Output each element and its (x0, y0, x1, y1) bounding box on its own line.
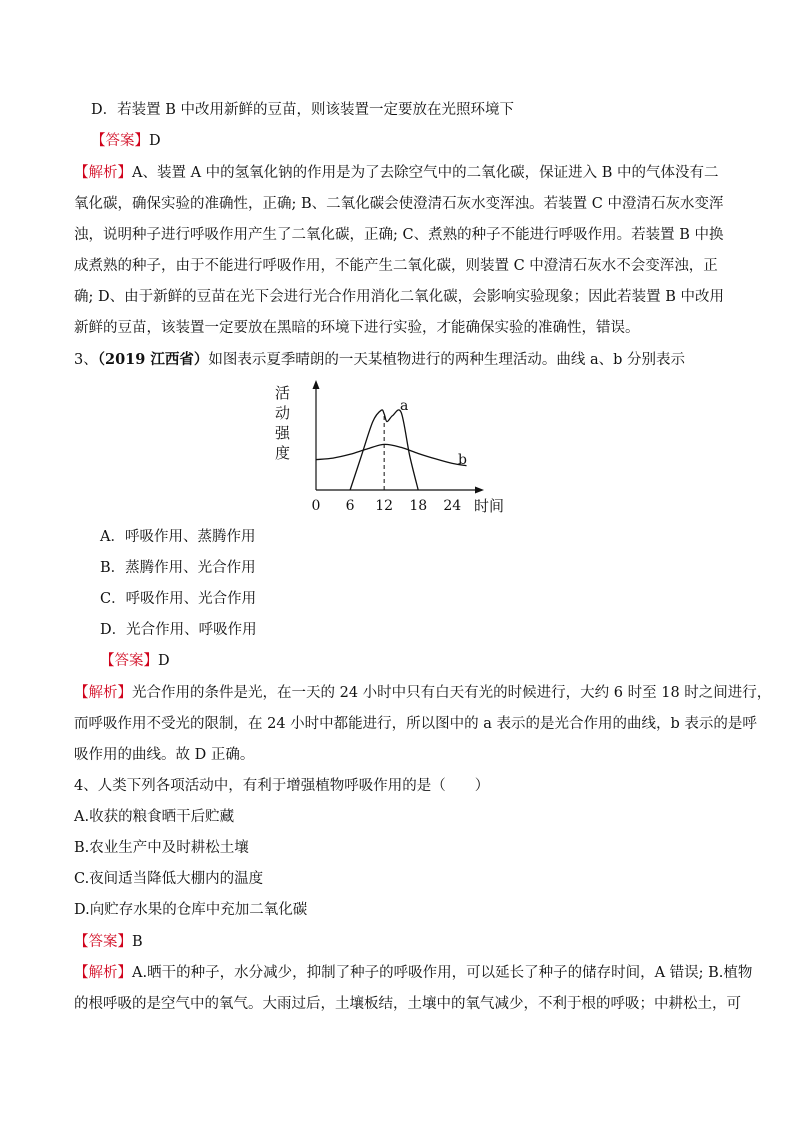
analysis-tag: 【解析】 (74, 165, 132, 181)
y-label-char: 活 (275, 384, 291, 402)
analysis-tag: 【解析】 (74, 685, 132, 701)
q2-analysis-line-4: 成煮熟的种子，由于不能进行呼吸作用，不能产生二氧化碳，则装置 C 中澄清石灰水不会变浑浊，正 (74, 258, 718, 274)
q4-option-b: B.农业生产中及时耕松土壤 (74, 840, 249, 856)
x-tick-label: 0 (311, 498, 321, 514)
q2-analysis-line-5: 确; D、由于新鲜的豆苗在光下会进行光合作用消化二氧化碳，会影响实验现象；因此若装置 B 中改用 (74, 289, 724, 305)
q3-option-a: A．呼吸作用、蒸腾作用 (100, 529, 256, 545)
series-label-a: a (400, 398, 409, 414)
q2-analysis-line-1: 【解析】A、装置 A 中的氢氧化钠的作用是为了去除空气中的二氧化碳，保证进入 B 中的气体没有二 (74, 165, 719, 181)
q4-option-a: A.收获的粮食晒干后贮藏 (74, 809, 235, 825)
answer-tag: 【答案】 (100, 653, 158, 669)
y-axis-arrow (313, 380, 320, 389)
q3-analysis-line-3: 吸作用的曲线。故 D 正确。 (74, 747, 255, 763)
q4-analysis-line-2: 的根呼吸的是空气中的氧气。大雨过后，土壤板结，土壤中的氧气减少，不利于根的呼吸；中耕松土，可 (74, 996, 741, 1012)
y-label-char: 强 (275, 424, 291, 442)
q4-analysis-line-1: 【解析】A.晒干的种子，水分减少，抑制了种子的呼吸作用，可以延长了种子的储存时间，A 错误; B.植物 (74, 965, 753, 981)
q4-option-d: D.向贮存水果的仓库中充加二氧化碳 (74, 902, 308, 918)
analysis-tag: 【解析】 (74, 965, 132, 981)
answer-value: D (149, 133, 161, 149)
series-label-b: b (458, 452, 467, 468)
q2-analysis-line-6: 新鲜的豆苗，该装置一定要放在黑暗的环境下进行实验，才能确保实验的准确性，错误。 (74, 320, 640, 336)
x-tick-label: 18 (409, 498, 428, 514)
curve-b (316, 444, 467, 465)
answer-value: D (158, 653, 170, 669)
q3-number: 3、 (74, 352, 98, 368)
answer-value: B (132, 934, 143, 950)
q2-answer (91, 131, 161, 151)
q4-answer (74, 932, 143, 952)
q2-option-d: D．若装置 B 中改用新鲜的豆苗，则该装置一定要放在光照环境下 (91, 102, 514, 118)
q3-analysis-line-1: 【解析】光合作用的条件是光，在一天的 24 小时中只有白天有光的时候进行，大约 6 时至 18 时之间进行， (74, 685, 772, 701)
q3-option-c: C．呼吸作用、光合作用 (100, 591, 257, 607)
x-tick-label: 24 (443, 498, 462, 514)
answer-tag: 【答案】 (91, 133, 149, 149)
y-label-char: 动 (275, 404, 291, 422)
q3-option-d: D．光合作用、呼吸作用 (100, 622, 257, 638)
x-axis-label: 时间 (474, 497, 505, 515)
x-tick-label: 12 (375, 498, 394, 514)
y-axis-label (275, 384, 291, 462)
activity-chart (270, 378, 520, 523)
q3-stem (74, 350, 685, 370)
y-label-char: 度 (275, 444, 291, 462)
q3-source: （2019 江西省） (97, 351, 209, 368)
q3-analysis-line-2: 而呼吸作用不受光的限制，在 24 小时中都能进行，所以图中的 a 表示的是光合作用的曲线，b 表示的是呼 (74, 716, 757, 732)
q2-analysis-line-2: 氧化碳，确保实验的准确性，正确; B、二氧化碳会使澄清石灰水变浑浊。若装置 C 中澄清石灰水变浑 (74, 196, 724, 212)
q3-option-b: B．蒸腾作用、光合作用 (100, 560, 256, 576)
q4-stem: 4、人类下列各项活动中，有利于增强植物呼吸作用的是（ ） (74, 778, 490, 794)
q3-stem-text: 如图表示夏季晴朗的一天某植物进行的两种生理活动。曲线 a、b 分别表示 (208, 352, 686, 368)
answer-tag: 【答案】 (74, 934, 132, 950)
q2-analysis-line-3: 浊，说明种子进行呼吸作用产生了二氧化碳，正确; C、煮熟的种子不能进行呼吸作用。若装置 B 中换 (74, 227, 724, 243)
x-tick-label: 6 (345, 498, 355, 514)
x-axis-arrow (475, 487, 484, 494)
q3-answer (100, 651, 170, 671)
q4-option-c: C.夜间适当降低大棚内的温度 (74, 871, 264, 887)
